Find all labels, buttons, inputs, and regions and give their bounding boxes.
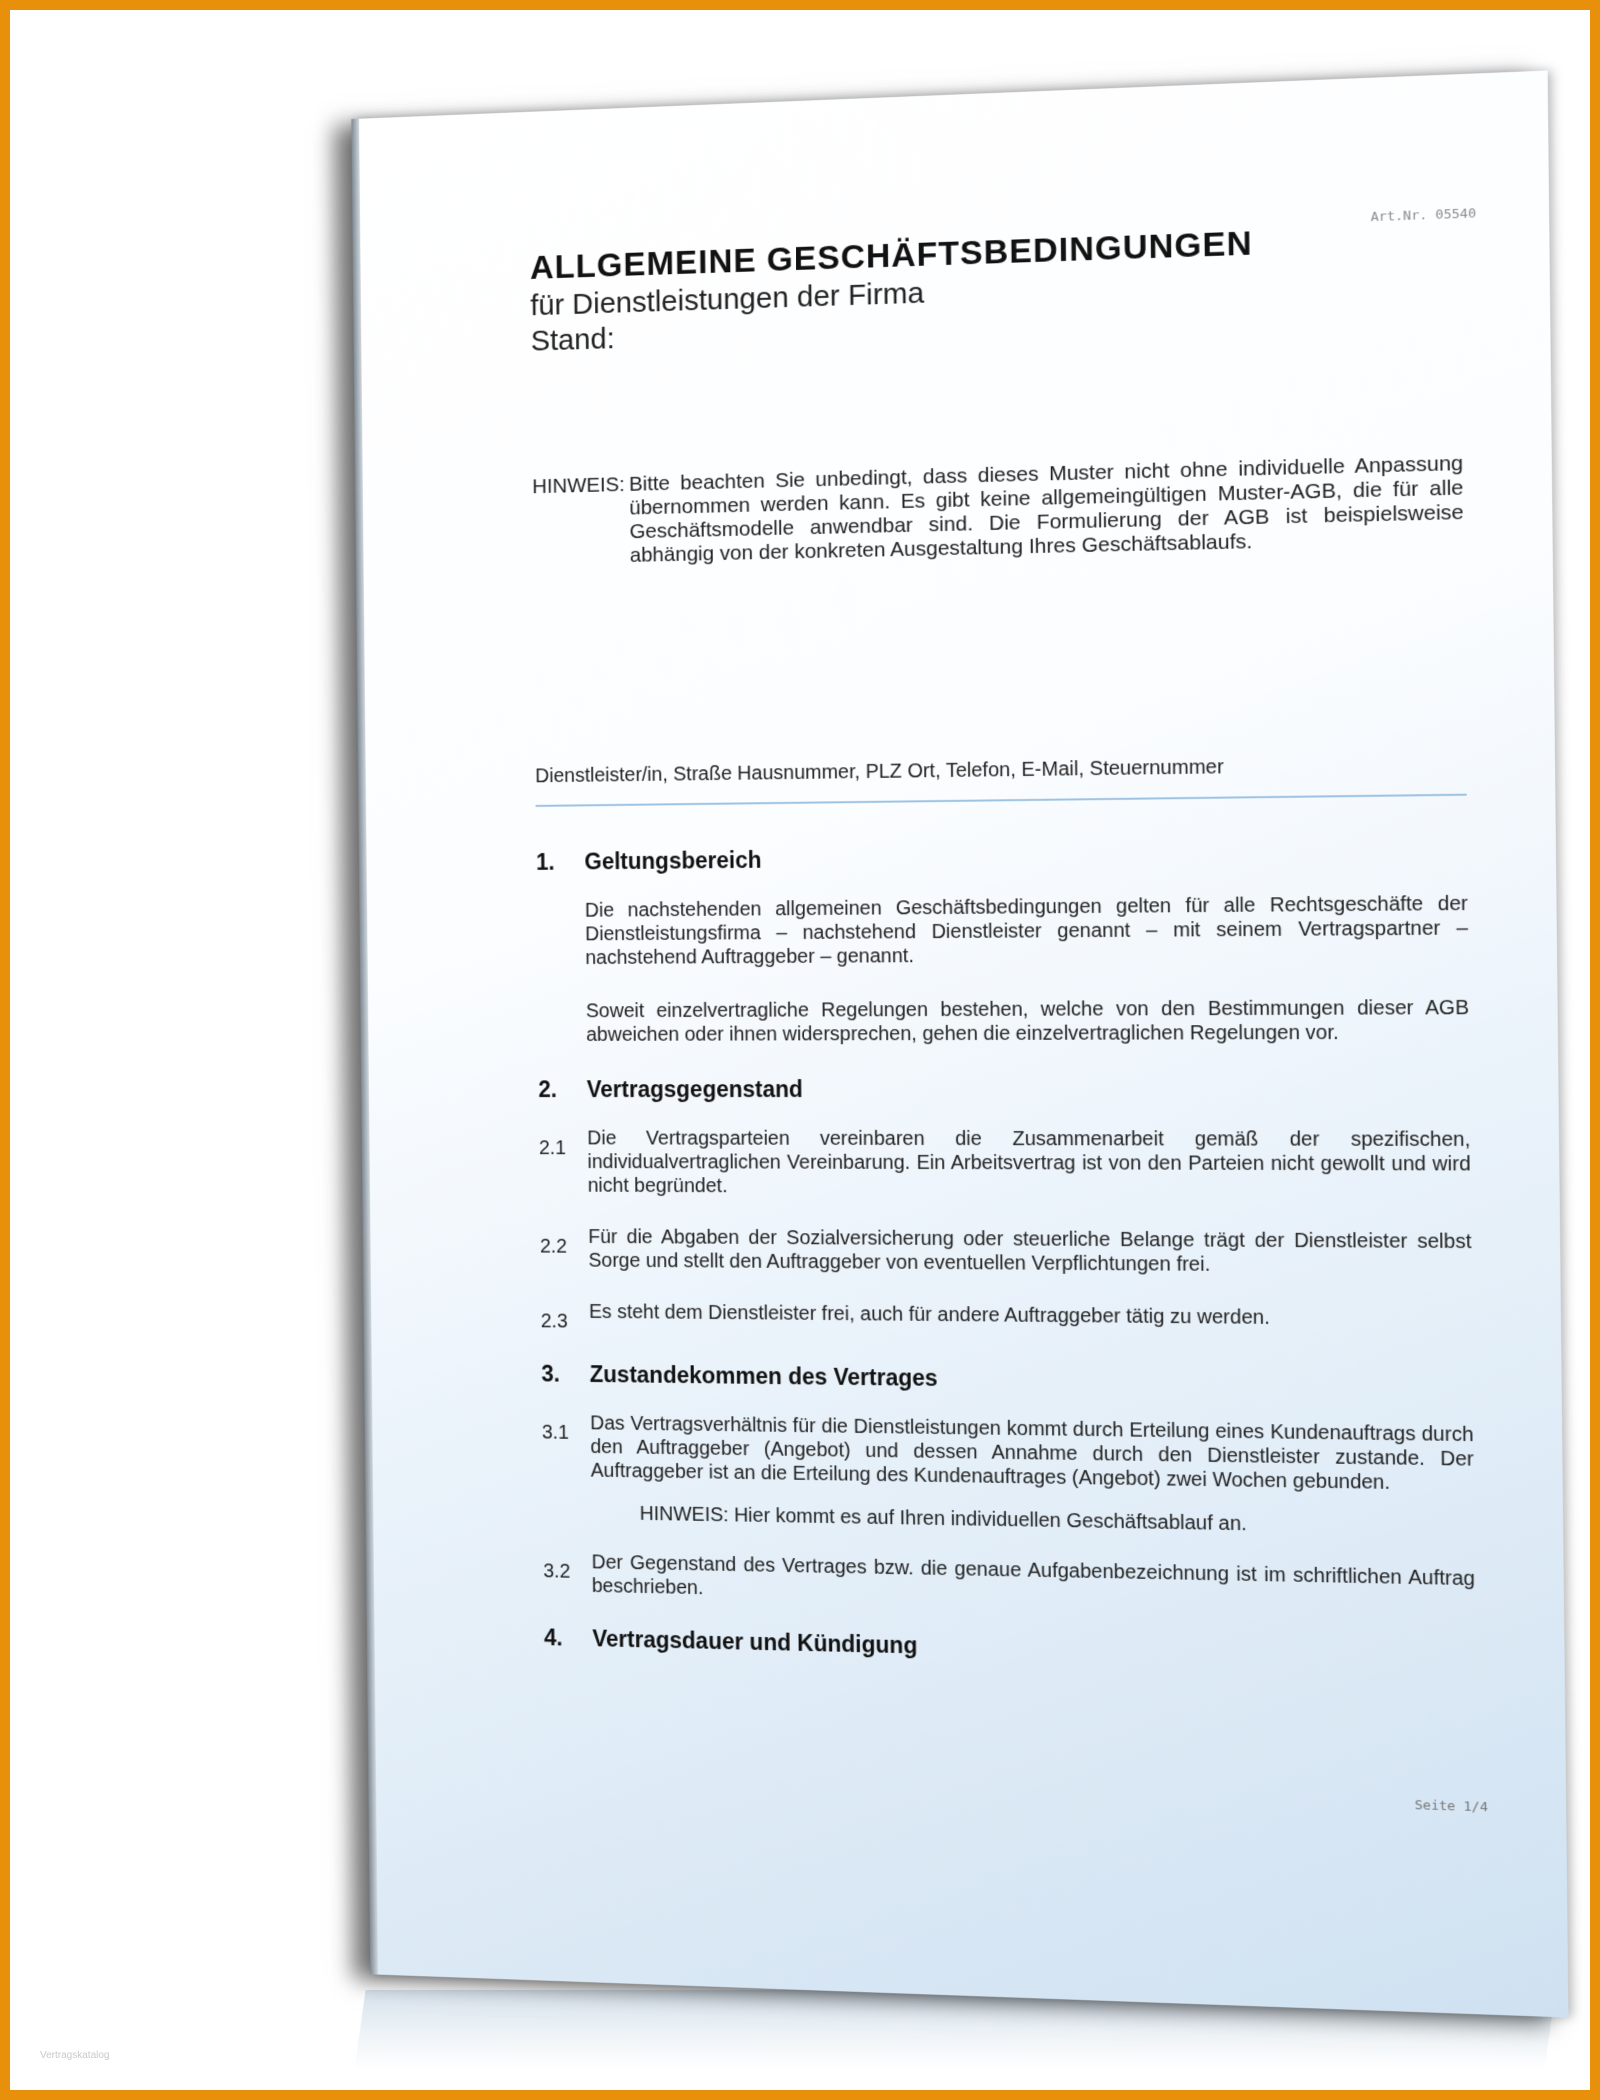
section-heading [544, 1624, 1476, 1672]
section-heading [538, 1075, 1470, 1103]
section-number: 1. [535, 849, 555, 875]
clause-number: 2.2 [539, 1235, 568, 1258]
hinweis-text: Bitte beachten Sie unbedingt, dass dieses Muster nicht ohne individuelle Anpassung übernommen werden kann. Es gibt keine allgemeingültigen Muster-AGB, die für alle Geschäftsmodelle anwendbar sind. Die Formulierung der AGB ist beispielsweise abhängig von der konkreten Ausgestaltung Ihres Geschäftsablaufs. [628, 451, 1464, 567]
section-1 [536, 840, 1469, 1047]
clause-text: Das Vertragsverhältnis für die Dienstleistungen kommt durch Erteilung eines Kundenauftrags durch den Auftraggeber (Angebot) und dessen Annahme durch den Dienstleister zustande. Der Auftraggeber ist an die Erteilung des Kundenauftrages (Angebot) zwei Wochen gebunden. [590, 1412, 1474, 1494]
article-number: Art.Nr. 05540 [1370, 206, 1477, 226]
clause-text: Es steht dem Dienstleister frei, auch für andere Auftraggeber tätig zu werden. [588, 1301, 1270, 1329]
clause-note: HINWEIS: Hier kommt es auf Ihren individuellen Geschäftsablauf an. [639, 1503, 1248, 1536]
document-title: ALLGEMEINE GESCHÄFTSBEDINGUNGEN [529, 224, 1253, 287]
clause-item [539, 1127, 1471, 1202]
clause-item [542, 1411, 1474, 1496]
page-footer: Seite 1/4 [1414, 1798, 1488, 1816]
clause-text: Die Vertragsparteien vereinbaren die Zusammenarbeit gemäß der spezifischen, individualvertraglichen Vereinbarung. Ein Arbeitsvertrag ist von den Parteien nicht gewollt und wird nicht begründet. [587, 1127, 1471, 1198]
clause-number: 3.1 [541, 1421, 569, 1444]
section-number: 4. [543, 1624, 563, 1651]
section-number: 3. [541, 1360, 561, 1387]
page-edge [351, 119, 378, 1975]
section-title: Zustandekommen des Vertrages [589, 1361, 938, 1391]
section-title: Vertragsgegenstand [586, 1076, 803, 1102]
clause-item [543, 1550, 1475, 1616]
sections [536, 840, 1476, 1697]
section-number: 2. [538, 1076, 558, 1102]
section-title: Vertragsdauer und Kündigung [592, 1625, 918, 1659]
section-paragraph: Die nachstehenden allgemeinen Geschäftsbedingungen gelten für alle Rechtsgeschäfte der Dienstleistungsfirma – nachstehend Dienstleister genannt – mit seinem Vertragspartner – nachstehend Auftraggeber – genannt. [584, 892, 1469, 969]
watermark: Vertragskatalog [40, 2050, 110, 2061]
clause-number: 3.2 [543, 1560, 571, 1583]
section-heading [541, 1361, 1473, 1399]
document-header [530, 218, 1431, 359]
hinweis-block [532, 452, 1464, 570]
document-page [351, 71, 1568, 2018]
hinweis-label: HINWEIS: [532, 473, 625, 499]
section-heading [536, 840, 1467, 876]
clause-text: Der Gegenstand des Vertrages bzw. die genaue Aufgabenbezeichnung ist im schriftlichen Auftrag beschrieben. [591, 1551, 1476, 1600]
clause-item [541, 1300, 1473, 1342]
section-4 [544, 1624, 1476, 1672]
document-subtitle: für Dienstleistungen der Firma [530, 276, 925, 323]
section-paragraph: Soweit einzelvertragliche Regelungen bestehen, welche von den Bestimmungen dieser AGB abweichen oder ihnen widersprechen, gehen die einzelvertraglichen Regelungen vor. [585, 996, 1470, 1046]
clause-number: 2.3 [540, 1310, 568, 1333]
section-3 [541, 1361, 1475, 1616]
clause-text: Für die Abgaben der Sozialversicherung oder steuerliche Belange trägt der Dienstleister selbst Sorge und stellt den Auftraggeber von eventuellen Verpflichtungen frei. [588, 1226, 1472, 1276]
divider-line [536, 794, 1467, 807]
provider-line: Dienstleister/in, Straße Hausnummer, PLZ Ort, Telefon, E-Mail, Steuernummer [535, 756, 1224, 788]
clause-number: 2.1 [538, 1137, 567, 1160]
clause-item [540, 1225, 1472, 1279]
section-2 [538, 1075, 1472, 1342]
section-title: Geltungsbereich [584, 846, 762, 875]
document-stand: Stand: [530, 322, 615, 358]
